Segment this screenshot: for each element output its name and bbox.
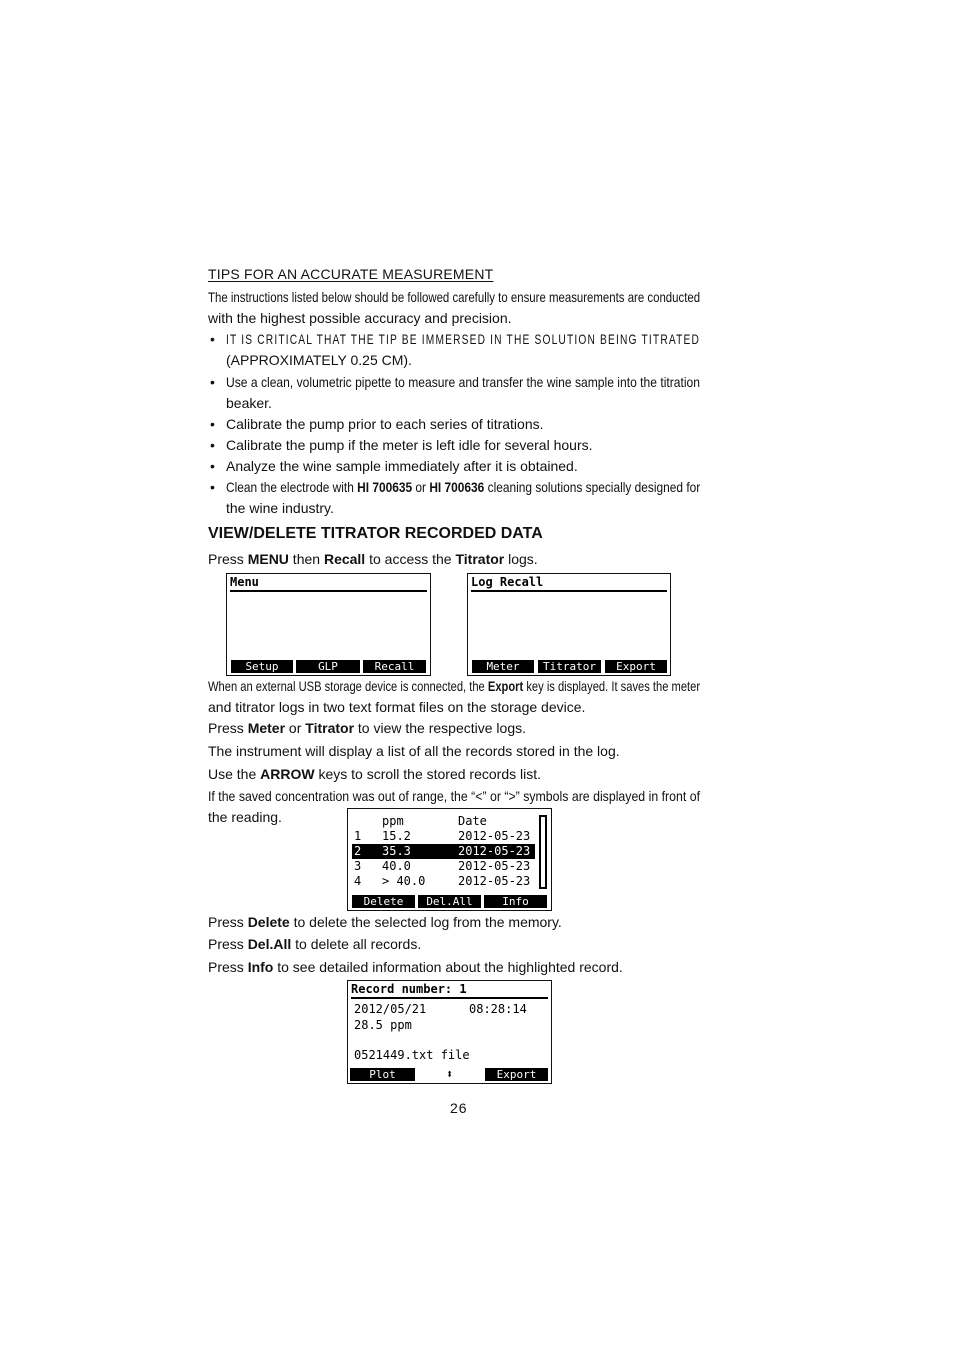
record-number: 3 bbox=[354, 859, 362, 873]
record-row[interactable] bbox=[352, 859, 535, 874]
softkey-meter[interactable]: Meter bbox=[472, 660, 534, 673]
softkey-del-all[interactable]: Del.All bbox=[418, 895, 481, 908]
record-ppm: 15.2 bbox=[382, 829, 411, 843]
tips-intro-line2: with the highest possible accuracy and precision. bbox=[208, 310, 512, 326]
record-row[interactable] bbox=[352, 874, 535, 889]
para-press-menu: Press MENU then Recall to access the Titrator logs. bbox=[208, 551, 538, 567]
scrollbar[interactable] bbox=[539, 815, 547, 889]
record-number: 2 bbox=[354, 844, 362, 858]
lcd-menu-title: Menu bbox=[230, 575, 259, 589]
record-time: 08:28:14 bbox=[469, 1002, 527, 1016]
lcd-log-recall-screen bbox=[467, 573, 671, 676]
record-date: 2012-05-23 bbox=[458, 844, 531, 858]
up-down-arrows-icon[interactable]: ⬍ bbox=[446, 1067, 454, 1081]
view-delete-heading: VIEW/DELETE TITRATOR RECORDED DATA bbox=[208, 525, 543, 542]
softkey-info[interactable]: Info bbox=[484, 895, 547, 908]
softkey-export[interactable]: Export bbox=[485, 1068, 548, 1081]
record-row[interactable] bbox=[352, 829, 535, 844]
lcd-record-info-title: Record number: 1 bbox=[351, 982, 467, 996]
tip-5: Analyze the wine sample immediately after it is obtained. bbox=[226, 458, 578, 474]
tip-6-line1: Clean the electrode with HI 700635 or HI 700636 cleaning solutions specially designed for bbox=[226, 479, 701, 495]
para-out-of-range-line2: the reading. bbox=[208, 809, 282, 825]
para-out-of-range-line1: If the saved concentration was out of range, the “<” or “>” symbols are displayed in front of bbox=[208, 788, 700, 804]
record-number: 1 bbox=[354, 829, 362, 843]
para-export-line2: and titrator logs in two text format files on the storage device. bbox=[208, 699, 586, 715]
softkey-export[interactable]: Export bbox=[605, 660, 667, 673]
tip-6-line2: the wine industry. bbox=[226, 500, 334, 516]
lcd-record-info-screen bbox=[347, 980, 552, 1084]
bullet-marker: • bbox=[210, 331, 215, 347]
record-date: 2012-05-23 bbox=[458, 829, 531, 843]
tip-4: Calibrate the pump if the meter is left idle for several hours. bbox=[226, 437, 593, 453]
tip-2-line1: Use a clean, volumetric pipette to measure and transfer the wine sample into the titration bbox=[226, 374, 700, 390]
softkey-setup[interactable]: Setup bbox=[231, 660, 293, 673]
record-date: 2012-05-23 bbox=[458, 874, 531, 888]
record-ppm: 40.0 bbox=[382, 859, 411, 873]
bullet-marker: • bbox=[210, 458, 215, 474]
lcd-records-screen bbox=[347, 808, 552, 911]
para-press-del-all: Press Del.All to delete all records. bbox=[208, 936, 422, 952]
record-date: 2012-05-23 bbox=[458, 859, 531, 873]
softkey-plot[interactable]: Plot bbox=[350, 1068, 415, 1081]
lcd-divider bbox=[351, 997, 548, 999]
para-press-delete: Press Delete to delete the selected log from the memory. bbox=[208, 914, 562, 930]
bullet-marker: • bbox=[210, 416, 215, 432]
col-header-ppm: ppm bbox=[382, 814, 404, 828]
record-file: 0521449.txt file bbox=[354, 1048, 470, 1062]
col-header-date: Date bbox=[458, 814, 487, 828]
softkey-recall[interactable]: Recall bbox=[363, 660, 426, 673]
softkey-delete[interactable]: Delete bbox=[352, 895, 415, 908]
lcd-log-recall-title: Log Recall bbox=[471, 575, 544, 589]
para-press-meter: Press Meter or Titrator to view the respective logs. bbox=[208, 720, 527, 736]
page-number: 26 bbox=[450, 1100, 468, 1116]
tip-1-line1: IT IS CRITICAL THAT THE TIP BE IMMERSED IN THE SOLUTION BEING TITRATED bbox=[226, 331, 700, 347]
tips-intro-line1: The instructions listed below should be followed carefully to ensure measurements are conducted bbox=[208, 289, 701, 305]
tip-2-line2: beaker. bbox=[226, 395, 272, 411]
para-press-info: Press Info to see detailed information about the highlighted record. bbox=[208, 959, 623, 975]
record-ppm: 35.3 bbox=[382, 844, 411, 858]
record-ppm: > 40.0 bbox=[382, 874, 426, 888]
tip-3: Calibrate the pump prior to each series of titrations. bbox=[226, 416, 544, 432]
bullet-marker: • bbox=[210, 479, 215, 495]
softkey-titrator[interactable]: Titrator bbox=[538, 660, 601, 673]
bullet-marker: • bbox=[210, 437, 215, 453]
record-number: 4 bbox=[354, 874, 362, 888]
para-export-line1: When an external USB storage device is connected, the Export key is displayed. It saves the meter bbox=[208, 678, 701, 694]
lcd-menu-screen bbox=[226, 573, 431, 676]
para-list-records: The instrument will display a list of all the records stored in the log. bbox=[208, 743, 620, 759]
tips-heading: TIPS FOR AN ACCURATE MEASUREMENT bbox=[208, 266, 494, 282]
tip-1-line2: (APPROXIMATELY 0.25 CM). bbox=[226, 352, 412, 368]
bullet-marker: • bbox=[210, 374, 215, 390]
lcd-divider bbox=[471, 590, 667, 592]
lcd-divider bbox=[230, 590, 427, 592]
para-arrow-keys: Use the ARROW keys to scroll the stored records list. bbox=[208, 766, 541, 782]
record-date: 2012/05/21 bbox=[354, 1002, 427, 1016]
record-row-selected[interactable] bbox=[352, 844, 535, 859]
record-value: 28.5 ppm bbox=[354, 1018, 412, 1032]
softkey-glp[interactable]: GLP bbox=[296, 660, 360, 673]
